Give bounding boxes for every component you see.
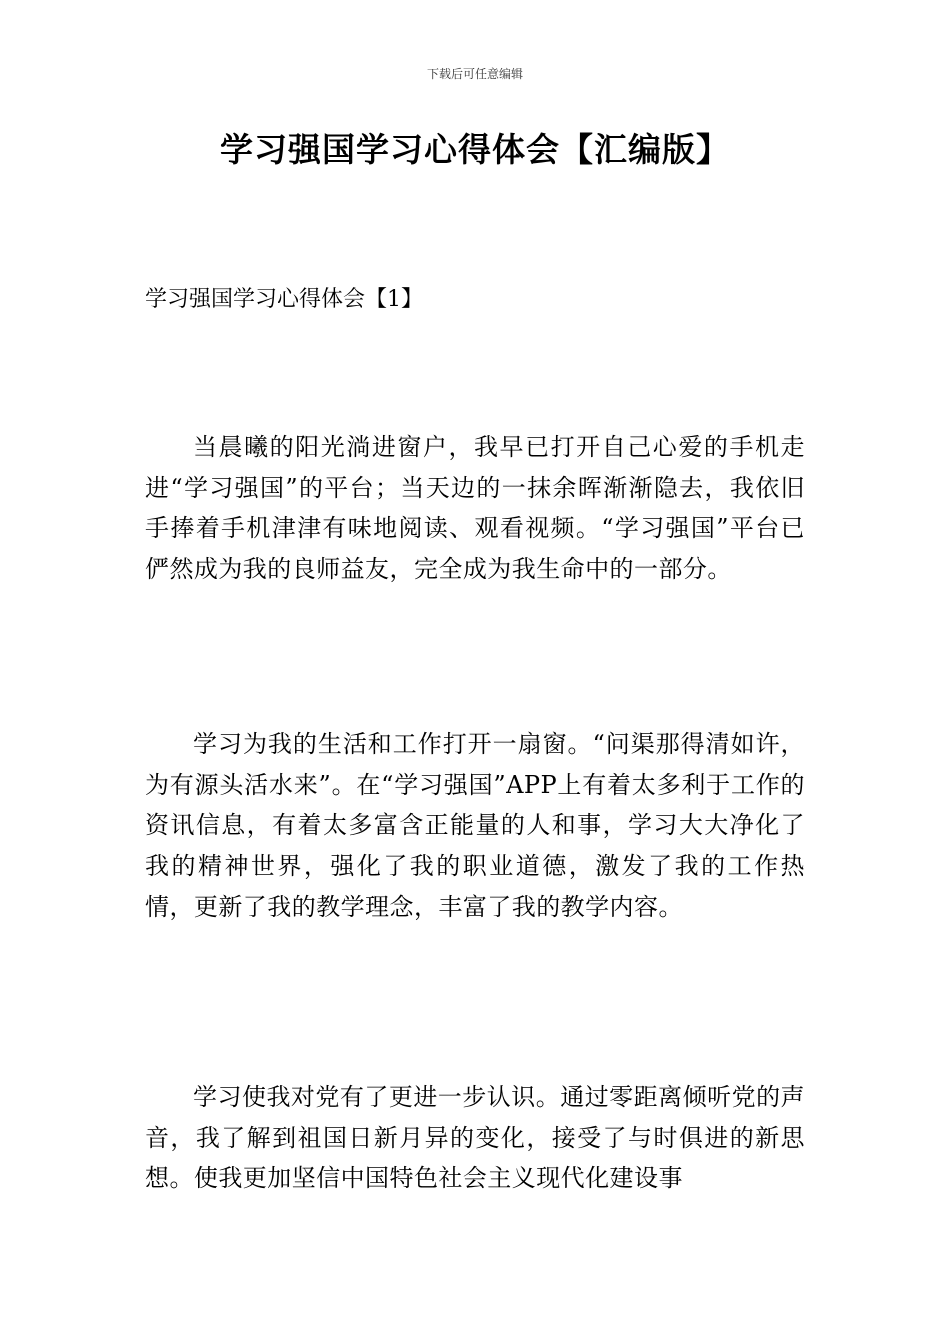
header-note: 下载后可任意编辑 <box>426 67 523 81</box>
document-title: 学习强国学习心得体会【汇编版】 <box>220 130 730 169</box>
section-heading: 学习强国学习心得体会【1】 <box>145 287 423 312</box>
paragraph-3: 学习使我对党有了更进一步认识。通过零距离倾听党的声音，我了解到祖国日新月异的变化，接受了与时俱进的新思想。使我更加坚信中国特色社会主义现代化建设事 <box>145 1083 805 1193</box>
paragraph-1: 当晨曦的阳光淌进窗户，我早已打开自己心爱的手机走进“学习强国”的平台；当天边的一抹余晖渐渐隐去，我依旧手捧着手机津津有味地阅读、观看视频。“学习强国”平台已俨然成为我的良师益友，完全成为我生命中的一部分。 <box>145 433 805 584</box>
paragraph-2: 学习为我的生活和工作打开一扇窗。“问渠那得清如许，为有源头活水来”。在“学习强国”APP上有着太多利于工作的资讯信息，有着太多富含正能量的人和事，学习大大净化了我的精神世界，强化了我的职业道德，激发了我的工作热情，更新了我的教学理念，丰富了我的教学内容。 <box>145 730 805 921</box>
